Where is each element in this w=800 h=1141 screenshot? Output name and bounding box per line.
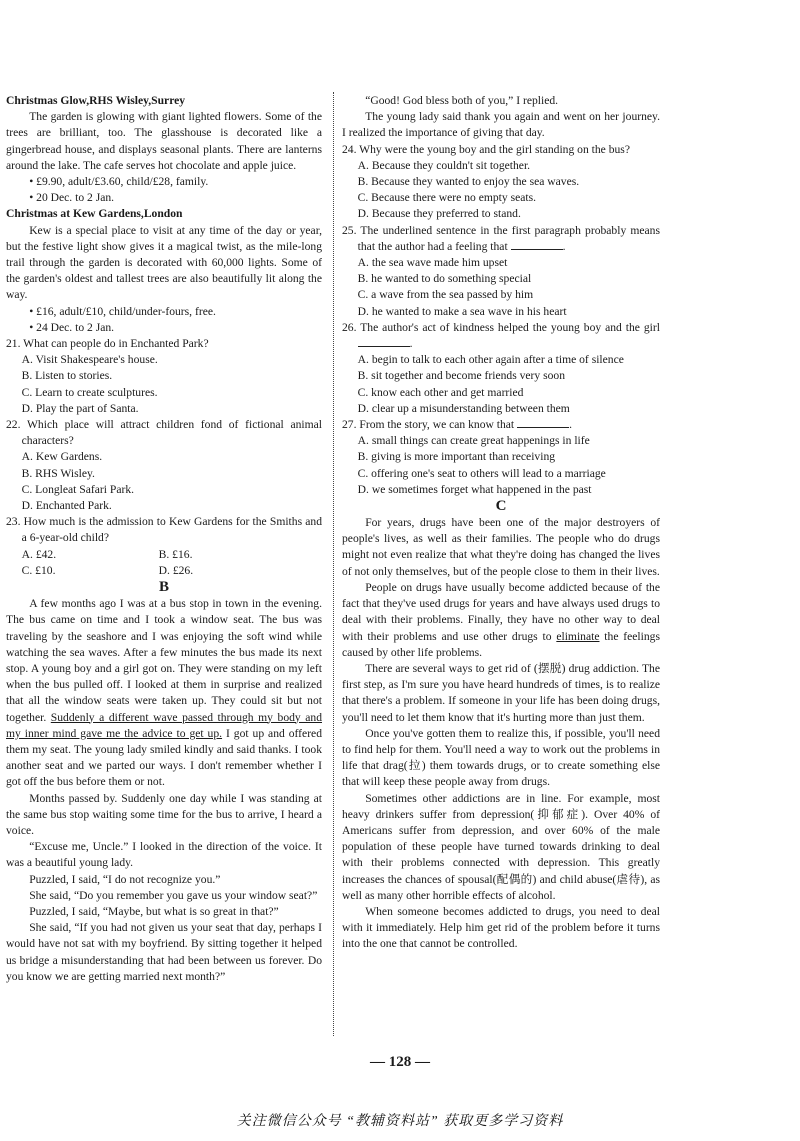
option: A. £42.	[21, 547, 57, 561]
text: A few months ago I was at a bus stop in town in the evening. The bus came on time and I took a window seat. The bus was traveling by the seashore and I was enjoying the soft wind while watching the sea waves. After a few minutes the bus made its next stop. A young boy and a girl got on. They were standing on my left when the bus pulled off. I looked at them in surprise and realized that all the window seats were taken up. They could sit but not together.	[6, 597, 322, 724]
bullet-dates: • 24 Dec. to 2 Jan.	[29, 320, 115, 334]
option: C. Because there were no empty seats.	[357, 191, 537, 205]
paragraph: Once you've gotten them to realize this, if possible, you'll need to find help for them. You'll need a way to work out the problems in life that drag(拉) them towards drugs, or to create something else that will keep these people away from drugs.	[342, 726, 660, 789]
option: A. the sea wave made him upset	[357, 256, 508, 270]
paragraph: “Excuse me, Uncle.” I looked in the direction of the voice. It was a beautiful young lady.	[6, 840, 322, 870]
underlined-sentence: Suddenly a different wave passed through my body and my inner mind gave me the advice to get up.	[6, 710, 322, 740]
answer-blank	[517, 417, 569, 428]
paragraph: Kew is a special place to visit at any time of the day or year, but the festive light show gives it a magical twist, as the mile-long trail through the garden is decorated with 60,000 lights. Some of the garden's oldest and tallest trees are also beautifully lit along the way.	[6, 223, 322, 302]
option: A. Visit Shakespeare's house.	[21, 353, 158, 367]
option: A. small things can create great happenings in life	[357, 434, 590, 448]
page-number: — 128 —	[370, 1054, 430, 1070]
bullet-price: • £16, adult/£10, child/under-fours, free.	[29, 304, 216, 318]
option: D. Play the part of Santa.	[21, 401, 139, 415]
option: C. Learn to create sculptures.	[21, 385, 158, 399]
paragraph	[6, 596, 322, 790]
bullet-price: • £9.90, adult/£3.60, child/£28, family.	[29, 175, 209, 189]
paragraph: Months passed by. Suddenly one day while I was standing at the same bus stop waiting some time for the bus to arrive, I heard a voice.	[6, 791, 322, 837]
question-text: 26. The author's act of kindness helped the young boy and the girl	[342, 320, 660, 334]
heading-kew-gardens: Christmas at Kew Gardens,London	[6, 207, 183, 221]
option: D. we sometimes forget what happened in the past	[357, 482, 592, 496]
text: People on drugs have usually become addicted because of the fact that they've used drugs for years and have always used drugs to deal with their problems. Finally, they have no other way to deal with their problems and use other drugs to	[342, 580, 660, 643]
option: A. Kew Gardens.	[21, 450, 103, 464]
option: B. £16.	[158, 547, 193, 561]
paragraph: The young lady said thank you again and went on her journey. I realized the importance of giving that day.	[342, 110, 660, 140]
text: I got up and offered them my seat. The young lady smiled kindly and said thanks. I took another seat and we parted our ways. I don't remember whether I got off the bus before them or not.	[6, 726, 322, 789]
question-text: 25. The underlined sentence in the first paragraph probably means that the author had a feeling that	[342, 223, 660, 253]
underlined-word: eliminate	[556, 629, 600, 643]
left-column	[6, 93, 322, 985]
paragraph: Sometimes other addictions are in line. For example, most heavy drinkers suffer from depression(抑郁症). Over 40% of Americans suffer from depression, and over 60% of the male population of these people have turned towards drinking to deal with their problems connected with depression. This greatly increases the chances of spousal(配偶的) and child abuse(虐待), as well as many other horrible effects of alcohol.	[342, 791, 660, 902]
question-23: 23. How much is the admission to Kew Gardens for the Smiths and a 6-year-old child?	[6, 515, 322, 545]
option: D. £26.	[158, 563, 194, 577]
question-25: 25. The underlined sentence in the first paragraph probably means that the author had a feeling that .	[342, 223, 660, 253]
option: C. know each other and get married	[357, 385, 524, 399]
option: B. sit together and become friends very soon	[357, 369, 566, 383]
question-27: 27. From the story, we can know that .	[342, 418, 572, 432]
options-row	[6, 547, 322, 563]
option: D. Enchanted Park.	[21, 499, 112, 513]
paragraph: For years, drugs have been one of the major destroyers of people's lives, as well as their families. The people who do drugs might not even realize that what they're doing has changed the lives of not only themselves, but of the people close to them in their lives.	[342, 516, 660, 578]
option: B. Listen to stories.	[21, 369, 113, 383]
option: D. clear up a misunderstanding between them	[357, 401, 570, 415]
option: C. £10.	[21, 563, 56, 577]
question-22: 22. Which place will attract children fond of fictional animal characters?	[6, 418, 322, 448]
option: A. Because they couldn't sit together.	[357, 158, 531, 172]
paragraph: Puzzled, I said, “Maybe, but what is so great in that?”	[29, 904, 279, 918]
option: C. a wave from the sea passed by him	[357, 288, 534, 302]
option: D. Because they preferred to stand.	[357, 207, 521, 221]
section-heading-b: B	[158, 579, 169, 596]
section-heading-c: C	[495, 498, 507, 515]
option: B. he wanted to do something special	[357, 272, 532, 286]
text: the feelings caused by other life problems.	[342, 629, 660, 659]
paragraph: Puzzled, I said, “I do not recognize you.”	[29, 872, 221, 886]
option: C. Longleat Safari Park.	[21, 482, 135, 496]
paragraph: “Good! God bless both of you,” I replied.	[365, 94, 559, 107]
option: B. RHS Wisley.	[21, 466, 95, 480]
answer-blank	[511, 239, 563, 250]
paragraph: There are several ways to get rid of (摆脱) drug addiction. The first step, as I'm sure you have heard hundreds of times, is to realize that there's a problem. If someone in your life has been doing drugs, you'll need to let them know that it's hurting more than just them.	[342, 661, 660, 724]
options-row	[6, 563, 322, 579]
option: A. begin to talk to each other again after a time of silence	[357, 353, 624, 367]
column-divider	[333, 92, 334, 1036]
paragraph	[342, 580, 660, 661]
paragraph: The garden is glowing with giant lighted flowers. Some of the trees are brilliant, too. The glasshouse is decorated like a gingerbread house, and displays seasonal plants. There are lanterns around the lake. The cafe serves hot chocolate and apple juice.	[6, 110, 322, 172]
answer-blank	[358, 336, 410, 347]
option: B. giving is more important than receiving	[357, 450, 556, 464]
option: B. Because they wanted to enjoy the sea waves.	[357, 175, 580, 189]
question-21: 21. What can people do in Enchanted Park?	[6, 337, 209, 351]
question-text: 27. From the story, we can know that	[342, 418, 515, 432]
question-24: 24. Why were the young boy and the girl standing on the bus?	[342, 142, 630, 156]
paragraph: When someone becomes addicted to drugs, you need to deal with it immediately. Help him get rid of the problem before it turns into the one that cannot be controlled.	[342, 904, 660, 951]
footer-note: 关注微信公众号 “教辅资料站” 获取更多学习资料	[236, 1114, 564, 1129]
heading-rhs-wisley: Christmas Glow,RHS Wisley,Surrey	[6, 94, 186, 107]
bullet-dates: • 20 Dec. to 2 Jan.	[29, 191, 115, 205]
option: C. offering one's seat to others will lead to a marriage	[357, 466, 606, 480]
paragraph: She said, “If you had not given us your seat that day, perhaps I would have not sat with my boyfriend. By sitting together it helped us bridge a misunderstanding that had been between us forever. Do you know we are getting married next month?”	[6, 921, 322, 983]
right-column	[342, 93, 660, 953]
question-26: 26. The author's act of kindness helped the young boy and the girl .	[342, 320, 660, 351]
paragraph: She said, “Do you remember you gave us your window seat?”	[29, 888, 318, 902]
option: D. he wanted to make a sea wave in his heart	[357, 304, 567, 318]
